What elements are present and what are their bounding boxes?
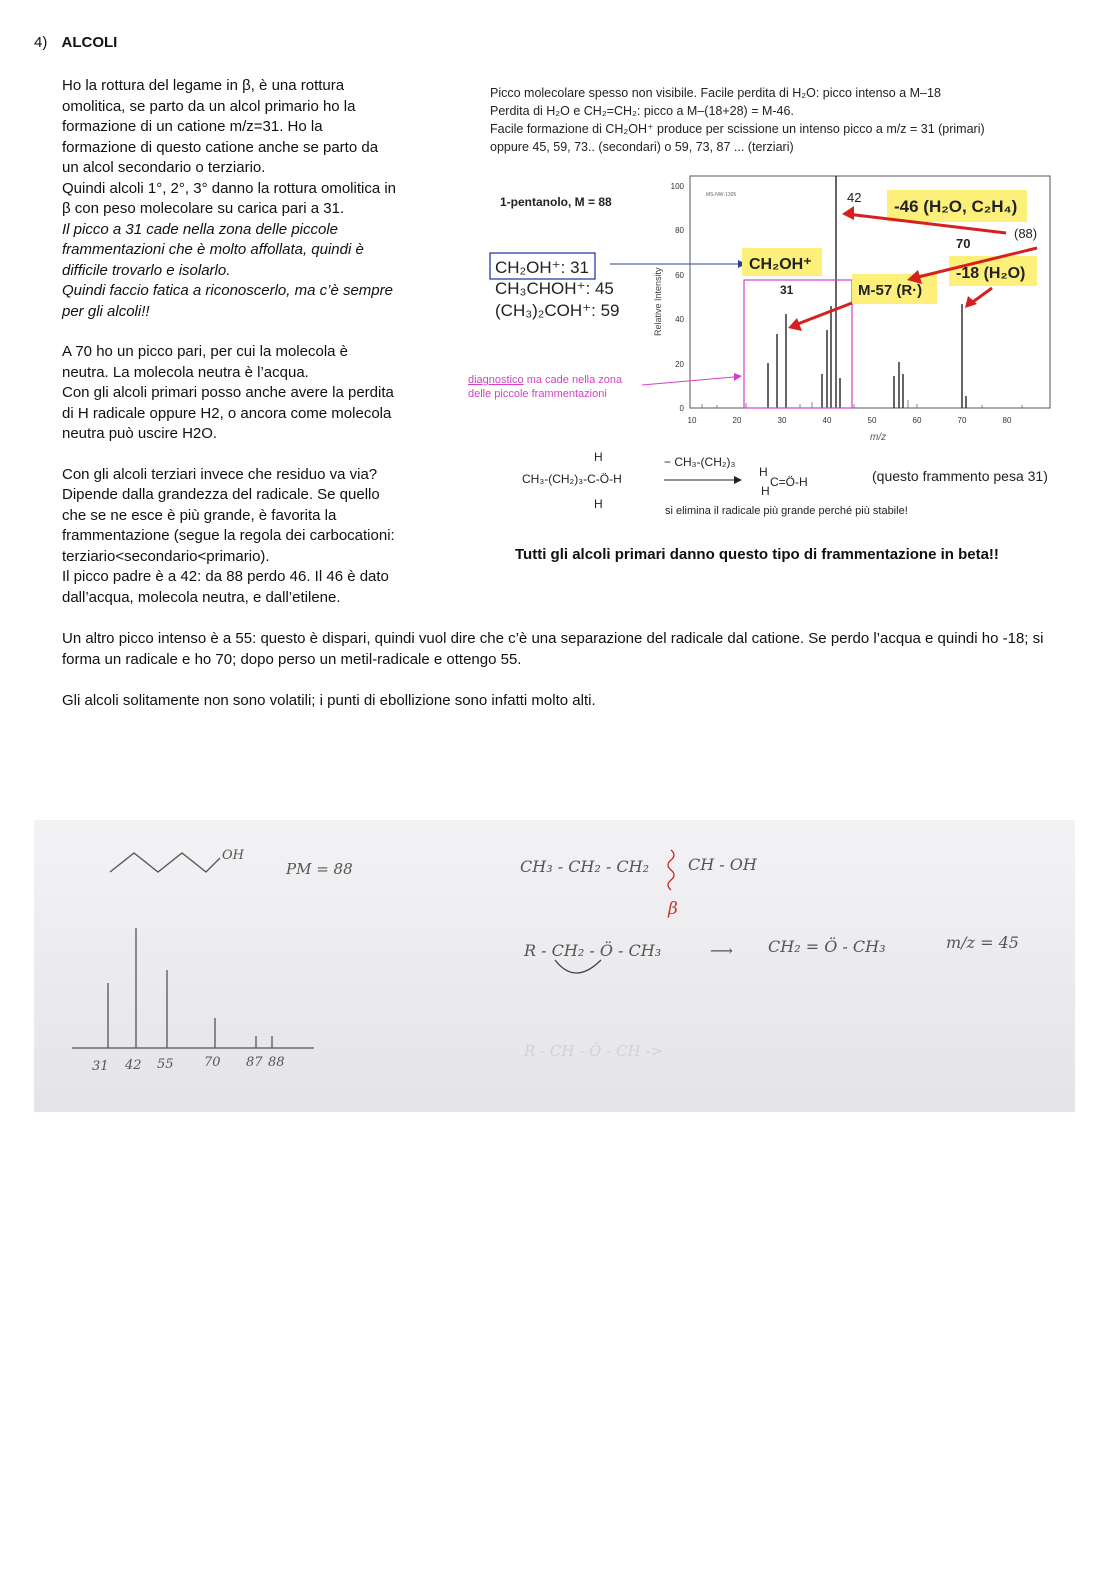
- reaction-h-top: H: [594, 450, 603, 464]
- ion-label: CH₂OH⁺: 31: [495, 258, 589, 277]
- text-line: Il picco padre è a 42: da 88 perdo 46. Il 46 è dato: [62, 568, 389, 585]
- text-line: che se ne esce è più grande, è favorita la: [62, 506, 337, 524]
- y-tick-label: 80: [675, 226, 684, 235]
- text-line: Con gli alcoli terziari invece che residuo va via?: [62, 465, 378, 483]
- paragraph-volatility: Gli alcoli solitamente non sono volatili; i punti di ebollizione sono infatti molto alti.: [62, 692, 596, 709]
- ion-label: CH₃CHOH⁺: 45: [495, 279, 614, 298]
- hw-faded-line: R - CH - Ö - CH ->: [524, 1042, 663, 1060]
- figure-caption: Tutti gli alcoli primari danno questo tipo di frammentazione in beta!!: [515, 546, 999, 563]
- text-line-italic: per gli alcoli!!: [62, 302, 150, 320]
- figure-header-line: Facile formazione di CH₂OH⁺ produce per scissione un intenso picco a m/z = 31 (primari): [490, 122, 985, 136]
- hw-axis-label: 55: [157, 1057, 174, 1072]
- reaction-note: si elimina il radicale più grande perché più stabile!: [665, 505, 908, 517]
- text-line: neutra. La molecola neutra è l’acqua.: [62, 363, 309, 381]
- compound-label: 1-pentanolo, M = 88: [500, 195, 612, 209]
- hw-electron-arrow: [555, 960, 601, 973]
- hw-chain-end: CH - OH: [688, 855, 757, 874]
- diagnostic-note: diagnostico ma cade nella zona: [468, 374, 623, 386]
- hw-beta-label: β: [668, 899, 678, 919]
- handwritten-notes-photo: [34, 820, 1075, 1112]
- text-line-italic: difficile trovarlo e isolarlo.: [62, 261, 231, 279]
- spectrum-id: MS-NW-1305: [706, 192, 737, 198]
- text-line: neutra può uscire H2O.: [62, 425, 218, 442]
- ion-label: (CH₃)₂COH⁺: 59: [495, 301, 620, 320]
- x-tick-label: 80: [1002, 416, 1012, 425]
- text-line-italic: Quindi faccio fatica a riconoscerlo, ma c’è sempre: [62, 282, 393, 299]
- text-line: frammentazione (segue la regola dei carbocationi:: [62, 527, 395, 544]
- hw-axis-label: 88: [268, 1055, 285, 1070]
- text-line: Con gli alcoli primari posso anche avere la perdita: [62, 384, 394, 401]
- m57-arrow: [795, 303, 852, 325]
- x-tick-label: 50: [867, 416, 877, 425]
- text-line: β con peso molecolare su carica pari a 31.: [62, 200, 345, 217]
- text-line: dall’acqua, molecola neutra, e dall’etilene.: [62, 588, 341, 606]
- peak-label-42: 42: [847, 190, 862, 205]
- y-tick-label: 20: [675, 360, 684, 369]
- reaction-product-h: H: [761, 484, 770, 498]
- hw-axis-label: 31: [92, 1059, 109, 1074]
- peak-label-31: 31: [780, 283, 794, 297]
- text-line: omolitica, se parto da un alcol primario ho la: [62, 97, 356, 115]
- text-line: A 70 ho un picco pari, per cui la molecola è: [62, 343, 349, 360]
- text-line-italic: Il picco a 31 cade nella zona delle piccole: [62, 220, 339, 238]
- y-tick-label: 100: [670, 182, 684, 191]
- loss46-label: -46 (H₂O, C₂H₄): [894, 197, 1018, 216]
- m57-label: M-57 (R·): [858, 282, 923, 299]
- x-tick-label: 30: [777, 416, 787, 425]
- peak-label-70: 70: [956, 236, 971, 251]
- text-line: formazione di questo catione anche se parto da: [62, 138, 379, 156]
- reaction-product-h: H: [759, 465, 768, 479]
- peak-label-88: (88): [1014, 226, 1038, 241]
- hw-axis-label: 70: [204, 1055, 221, 1070]
- figure-header-line: oppure 45, 59, 73.. (secondari) o 59, 73, 87 ... (terziari): [490, 140, 794, 154]
- diagnostic-arrow: [642, 377, 734, 385]
- arrowhead-icon: [734, 476, 742, 484]
- section-title: ALCOLI: [61, 34, 118, 51]
- arrowhead-icon: [842, 206, 854, 220]
- handwritten-notes-drawing: [34, 820, 1075, 1112]
- x-axis-label: m/z: [870, 432, 887, 443]
- paragraph-tertiary-alcohols: [62, 465, 447, 609]
- hw-cleavage-mark: [668, 850, 674, 890]
- hw-axis-label: 42: [125, 1058, 142, 1073]
- text-line-italic: frammentazioni che è molto affollata, quindi è: [62, 241, 364, 258]
- arrowhead-icon: [734, 373, 742, 381]
- x-tick-label: 70: [957, 416, 967, 425]
- x-tick-label: 40: [822, 416, 832, 425]
- x-tick-label: 20: [732, 416, 742, 425]
- hw-axis-label: 87: [246, 1055, 263, 1070]
- section-number: 4): [34, 34, 48, 51]
- diagnostic-note: delle piccole frammentazioni: [468, 388, 607, 400]
- y-axis-label: Relative Intensity: [653, 267, 663, 336]
- hw-chain: CH₃ - CH₂ - CH₂: [520, 857, 649, 876]
- y-tick-label: 60: [675, 271, 684, 280]
- paragraph-beta-cleavage: [62, 76, 447, 322]
- hw-molecular-weight: PM = 88: [286, 860, 353, 878]
- text-line: Ho la rottura del legame in β, è una rottura: [62, 77, 345, 94]
- x-tick-label: 10: [687, 416, 697, 425]
- y-tick-label: 0: [679, 404, 684, 413]
- left-column-text: [62, 76, 447, 628]
- text-line: Dipende dalla grandezza del radicale. Se quello: [62, 486, 380, 503]
- mass-spectrum-figure: [462, 78, 1082, 578]
- figure-header-line: Picco molecolare spesso non visibile. Facile perdita di H₂O: picco intenso a M–18: [490, 86, 941, 100]
- ch2oh-label: CH₂OH⁺: [749, 256, 812, 273]
- reaction-arrow-label: − CH₃-(CH₂)₃: [664, 455, 736, 469]
- section-heading: [34, 34, 117, 51]
- hw-reaction-arrow: ⟶: [710, 941, 733, 960]
- hw-reaction-right: CH₂ = Ö - CH₃: [768, 937, 886, 956]
- reaction-reactant: CH₃-(CH₂)₃-C-Ö-H: [522, 472, 622, 486]
- text-line: di H radicale oppure H2, o ancora come molecola: [62, 404, 392, 422]
- text-line: terziario<secondario<primario).: [62, 547, 270, 565]
- hw-reaction-left: R - CH₂ - Ö - CH₃: [524, 941, 662, 960]
- fragment-weight-note: (questo frammento pesa 31): [872, 468, 1048, 484]
- paragraph-peak-55: Un altro picco intenso è a 55: questo è dispari, quindi vuol dire che c’è una separazione del radicale dal catione. Se perdo l’acqua e quindi ho -18; si forma un radicale e ho 70; dopo perso un metil-radicale e ottengo 55.: [62, 630, 1044, 668]
- reaction-product: C=Ö-H: [770, 475, 808, 489]
- skeletal-structure: [110, 853, 220, 872]
- hw-mz-value: m/z = 45: [946, 933, 1019, 952]
- paragraph-peak-70: [62, 342, 447, 445]
- text-line: Quindi alcoli 1°, 2°, 3° danno la rottura omolitica in: [62, 179, 397, 197]
- text-line: un alcol secondario o terziario.: [62, 159, 266, 176]
- text-line: formazione di un catione m/z=31. Ho la: [62, 118, 323, 135]
- reaction-h-bottom: H: [594, 497, 603, 511]
- y-tick-label: 40: [675, 315, 684, 324]
- hw-oh-label: OH: [222, 848, 244, 863]
- loss18-label: -18 (H₂O): [956, 265, 1026, 282]
- x-tick-label: 60: [912, 416, 922, 425]
- figure-header-line: Perdita di H₂O e CH₂=CH₂: picco a M–(18+28) = M-46.: [490, 104, 794, 118]
